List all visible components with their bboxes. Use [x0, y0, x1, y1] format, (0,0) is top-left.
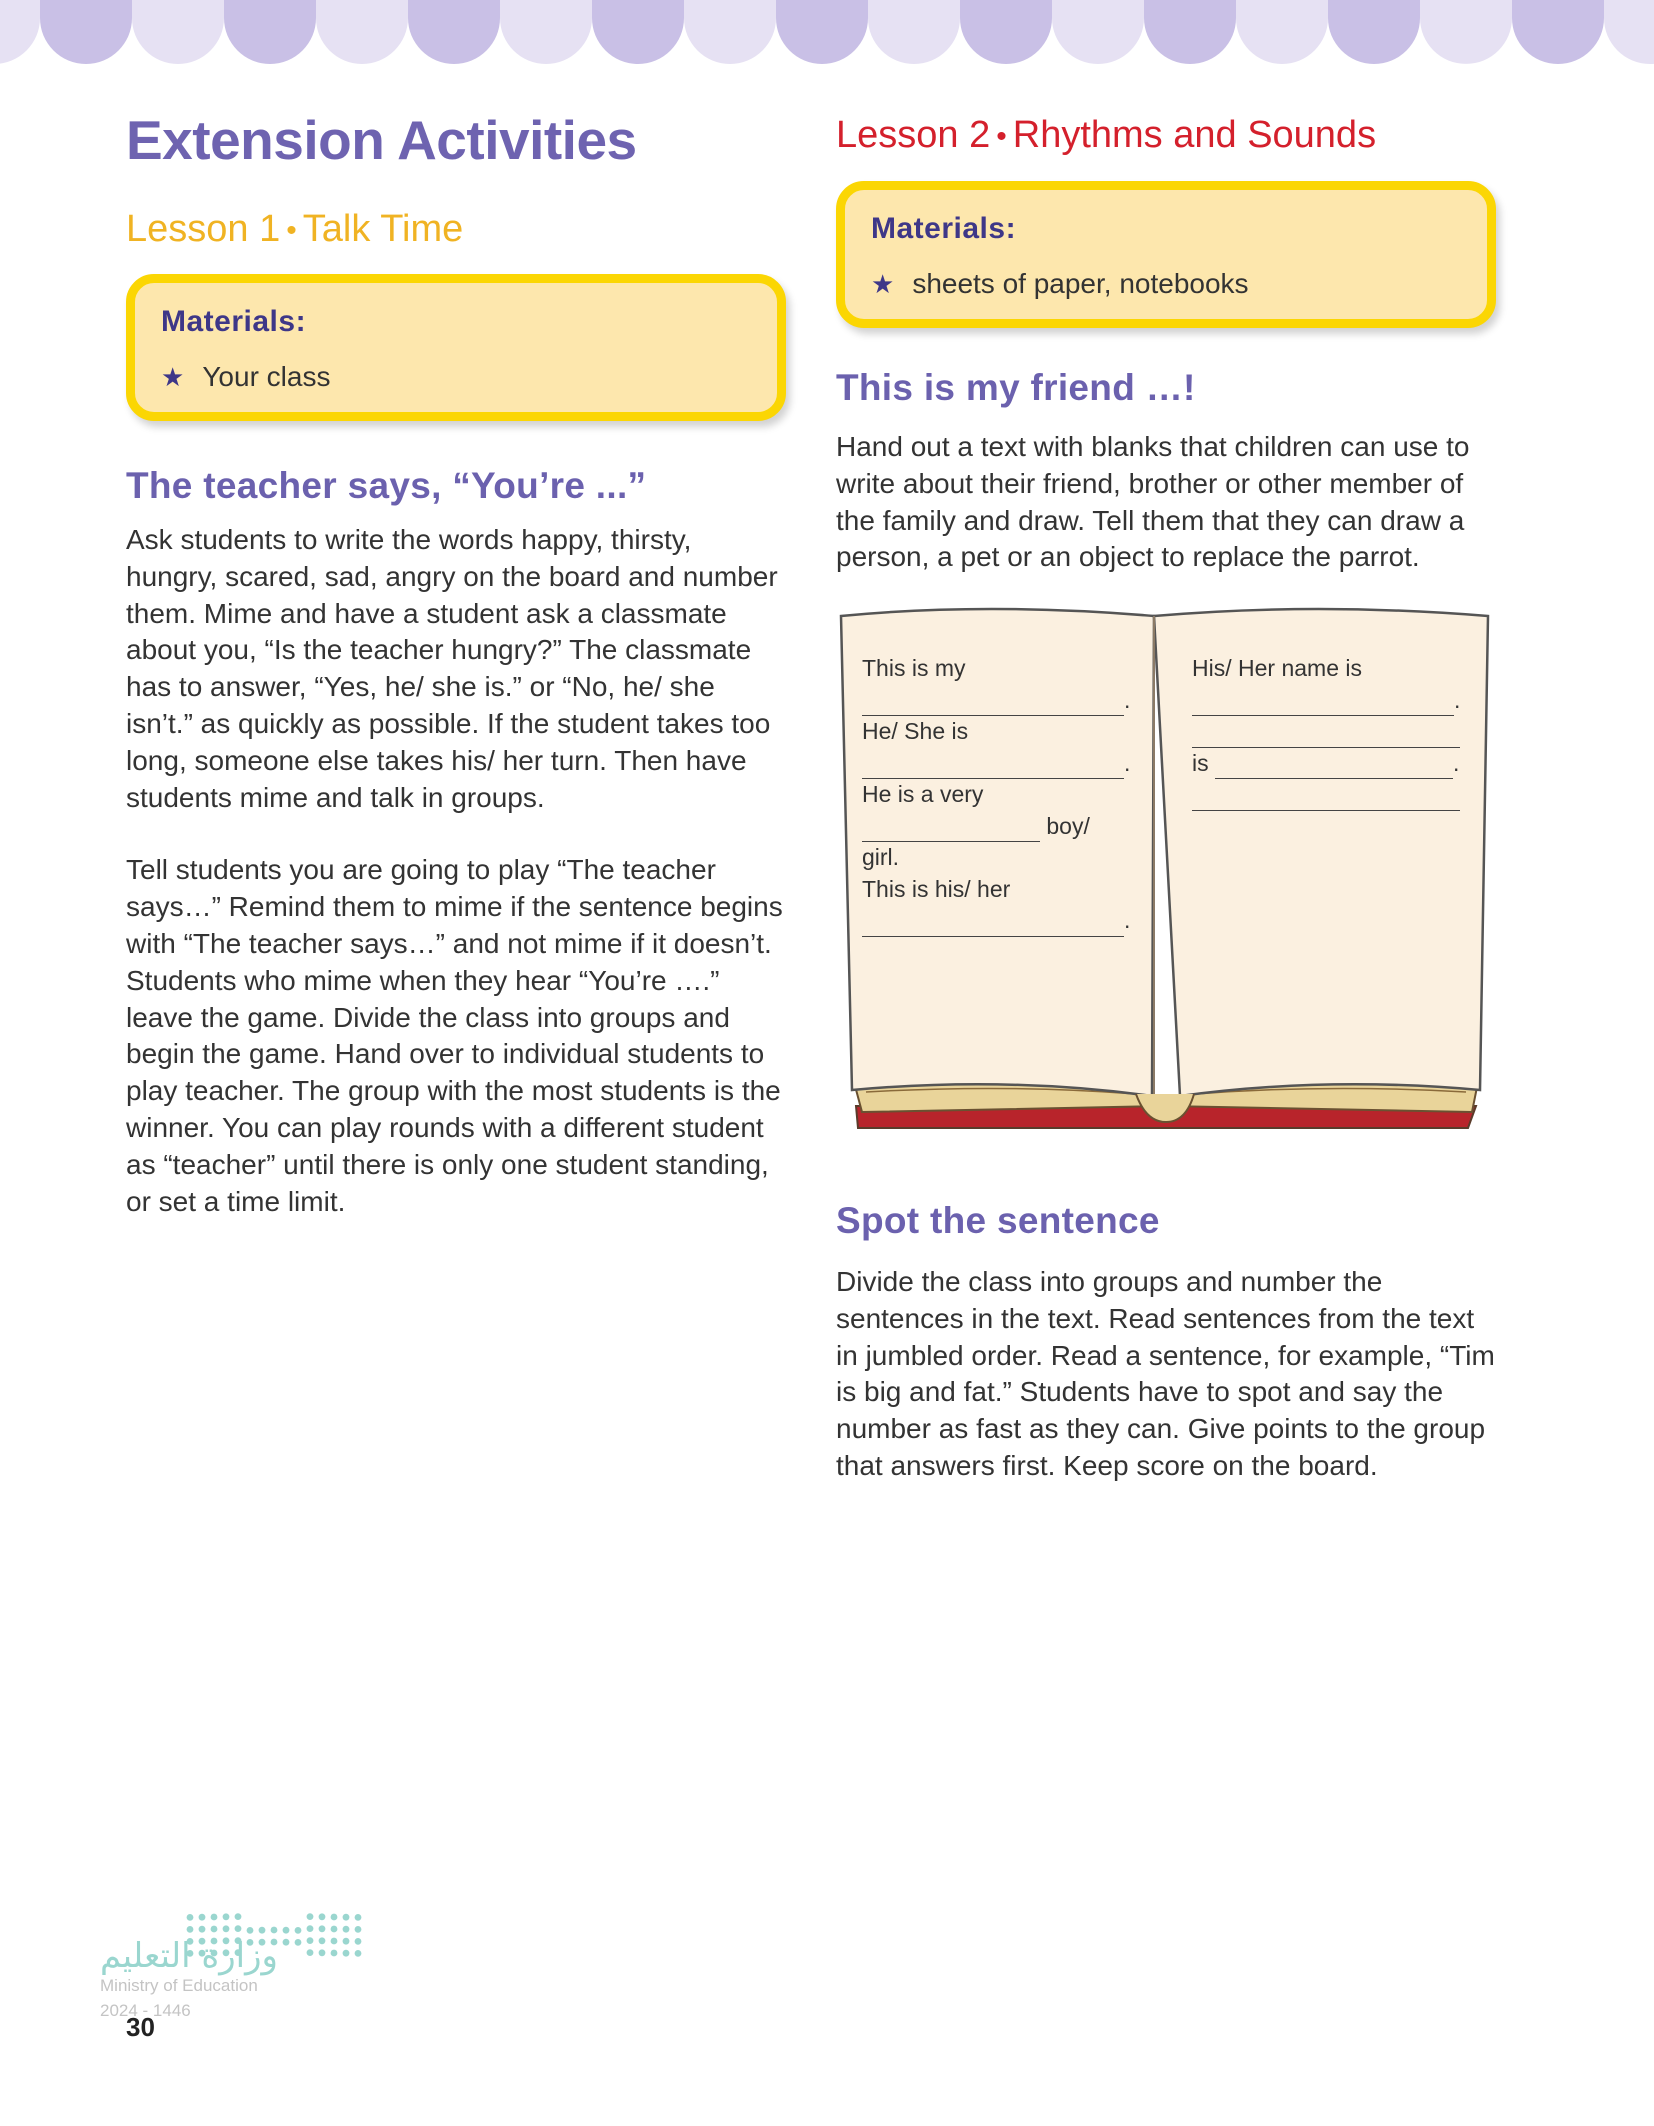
materials-item-text: sheets of paper, notebooks: [912, 268, 1249, 299]
blank: [862, 756, 1124, 779]
book-blank-line: [1192, 779, 1462, 811]
blank: [1192, 693, 1454, 716]
logo-dot: [211, 1926, 218, 1933]
blank: [1215, 756, 1453, 779]
paragraph: Hand out a text with blanks that children can use to write about their friend, brother or other member of the family and draw. Tell them that they can draw a person, a pet or an object to replace the parrot.: [836, 431, 1470, 573]
logo-dot: [355, 1914, 362, 1921]
bullet-separator: •: [286, 213, 297, 247]
book-line: He is a very: [862, 781, 984, 807]
scallop: [1144, 0, 1236, 64]
scallop: [132, 0, 224, 64]
scallop: [1328, 0, 1420, 64]
period: .: [1124, 749, 1131, 776]
logo-dot: [331, 1926, 338, 1933]
scallop: [684, 0, 776, 64]
logo-dot: [187, 1914, 194, 1921]
book-line: is: [1192, 749, 1209, 776]
page-number: 30: [126, 2012, 155, 2042]
logo-dot: [223, 1913, 230, 1920]
logo-dot: [199, 1914, 206, 1921]
materials-title: Materials:: [161, 305, 307, 338]
scallop: [1512, 0, 1604, 64]
logo-dot: [271, 1927, 278, 1934]
logo-dot: [307, 1925, 314, 1932]
logo-dot: [223, 1925, 230, 1932]
scallop: [408, 0, 500, 64]
star-icon: ★: [161, 362, 185, 392]
book-blank-line: [1192, 716, 1462, 748]
book-right-page-text: [1192, 653, 1462, 811]
book-suffix: boy/ girl.: [862, 812, 1090, 870]
logo-dot: [295, 1939, 302, 1946]
logo-dot: [247, 1927, 254, 1934]
paragraph: Divide the class into groups and number the sentences in the text. Read sentences from the text in jumbled order. Read a sentence, for example, “Tim is big and fat.” Students have to spot and say the number as fast as they can. Give points to the group that answers first. Keep score on the board.: [836, 1266, 1495, 1481]
logo-dot: [307, 1937, 314, 1944]
blank: [1192, 725, 1460, 748]
logo-dot: [283, 1939, 290, 1946]
scallop: [776, 0, 868, 64]
book-blank-line: [862, 905, 1132, 937]
logo-dot: [331, 1938, 338, 1945]
book-blank-line: [1192, 748, 1462, 780]
period: .: [1453, 749, 1460, 776]
lesson-1-name: Talk Time: [302, 208, 464, 250]
my-friend-body: [836, 429, 1496, 576]
scallop: [1420, 0, 1512, 64]
logo-dot: [331, 1950, 338, 1957]
teacher-says-heading: The teacher says, “You’re ...”: [126, 465, 647, 506]
logo-year-text: 2024 - 1446: [100, 2001, 191, 2020]
blank: [862, 914, 1124, 937]
lesson-2-materials-box: [836, 181, 1496, 328]
lesson-1-heading: [126, 208, 463, 251]
scallop: [500, 0, 592, 64]
scallop: [40, 0, 132, 64]
blank: [862, 693, 1124, 716]
period: .: [1124, 686, 1131, 713]
book-blank-line: [862, 685, 1132, 717]
logo-dot: [355, 1938, 362, 1945]
lesson-2-name: Rhythms and Sounds: [1012, 114, 1377, 156]
period: .: [1454, 686, 1461, 713]
logo-dot: [331, 1914, 338, 1921]
paragraph: Tell students you are going to play “The teacher says…” Remind them to mime if the sentence begins with “The teacher says…” and not mime if it doesn’t. Students who mime when they hear “You’re ….” leave the game. Divide the class into groups and begin the game. Hand over to individual students to play teacher. The group with the most students is the winner. You can play rounds with a different student as “teacher” until there is only one student standing, or set a time limit.: [126, 854, 783, 1217]
scallop: [1604, 0, 1654, 64]
lesson-1-materials-box: [126, 274, 786, 421]
logo-dot: [319, 1949, 326, 1956]
logo-dot: [235, 1925, 242, 1932]
scallop: [224, 0, 316, 64]
blank: [1192, 788, 1460, 811]
scallop: [592, 0, 684, 64]
logo-dot: [319, 1925, 326, 1932]
book-left-page-text: [862, 653, 1132, 937]
spot-sentence-heading: Spot the sentence: [836, 1200, 1160, 1241]
logo-dot: [319, 1913, 326, 1920]
book-line: His/ Her name is: [1192, 655, 1362, 681]
logo-dot: [199, 1926, 206, 1933]
book-line: He/ She is: [862, 718, 969, 744]
book-line: This is his/ her: [862, 875, 1011, 902]
page-title: Extension Activities: [126, 109, 637, 171]
period: .: [1124, 907, 1131, 933]
open-book-illustration: [836, 606, 1496, 1136]
logo-dot: [295, 1927, 302, 1934]
logo-dot: [343, 1926, 350, 1933]
scalloped-top-border: [0, 0, 1654, 70]
materials-title: Materials:: [871, 212, 1017, 245]
logo-dot: [259, 1927, 266, 1934]
logo-dot: [307, 1949, 314, 1956]
bullet-separator: •: [996, 119, 1007, 153]
materials-item: [161, 361, 330, 393]
logo-dot: [211, 1914, 218, 1921]
logo-arabic-text: وزارة التعليم: [100, 1936, 278, 1976]
materials-item: [871, 268, 1249, 300]
paragraph: Ask students to write the words happy, thirsty, hungry, scared, sad, angry on the board and number them. Mime and have a student ask a classmate about you, “Is the teacher hungry?” The classmate has to answer, “Yes, he/ she is.” or “No, he/ she isn’t.” as quickly as possible. If the student takes too long, someone else takes his/ her turn. Then have students mime and talk in groups.: [126, 524, 778, 813]
logo-dot: [343, 1914, 350, 1921]
scallop: [1052, 0, 1144, 64]
lesson-1-number: Lesson 1: [126, 208, 281, 250]
logo-dot: [235, 1913, 242, 1920]
book-blank-line: [862, 748, 1132, 780]
book-line: This is my: [862, 655, 966, 681]
logo-dot: [307, 1913, 314, 1920]
lesson-2-heading: [836, 114, 1376, 157]
scallop: [0, 0, 40, 64]
logo-dot: [283, 1927, 290, 1934]
logo-dot: [319, 1937, 326, 1944]
logo-dot: [355, 1926, 362, 1933]
lesson-2-number: Lesson 2: [836, 114, 991, 156]
book-blank-line: [862, 811, 1132, 874]
logo-dot: [187, 1926, 194, 1933]
logo-dot: [343, 1950, 350, 1957]
scallop: [868, 0, 960, 64]
star-icon: ★: [871, 269, 895, 299]
scallop: [960, 0, 1052, 64]
materials-item-text: Your class: [202, 361, 331, 392]
teacher-says-body: [126, 522, 786, 1220]
scallop: [316, 0, 408, 64]
blank: [862, 819, 1040, 842]
spot-sentence-body: [836, 1264, 1496, 1485]
logo-dot: [355, 1950, 362, 1957]
logo-dot: [343, 1938, 350, 1945]
book-blank-line: [1192, 685, 1462, 717]
logo-english-text: Ministry of Education: [100, 1976, 258, 1995]
scallop: [1236, 0, 1328, 64]
my-friend-heading: This is my friend …!: [836, 367, 1196, 408]
